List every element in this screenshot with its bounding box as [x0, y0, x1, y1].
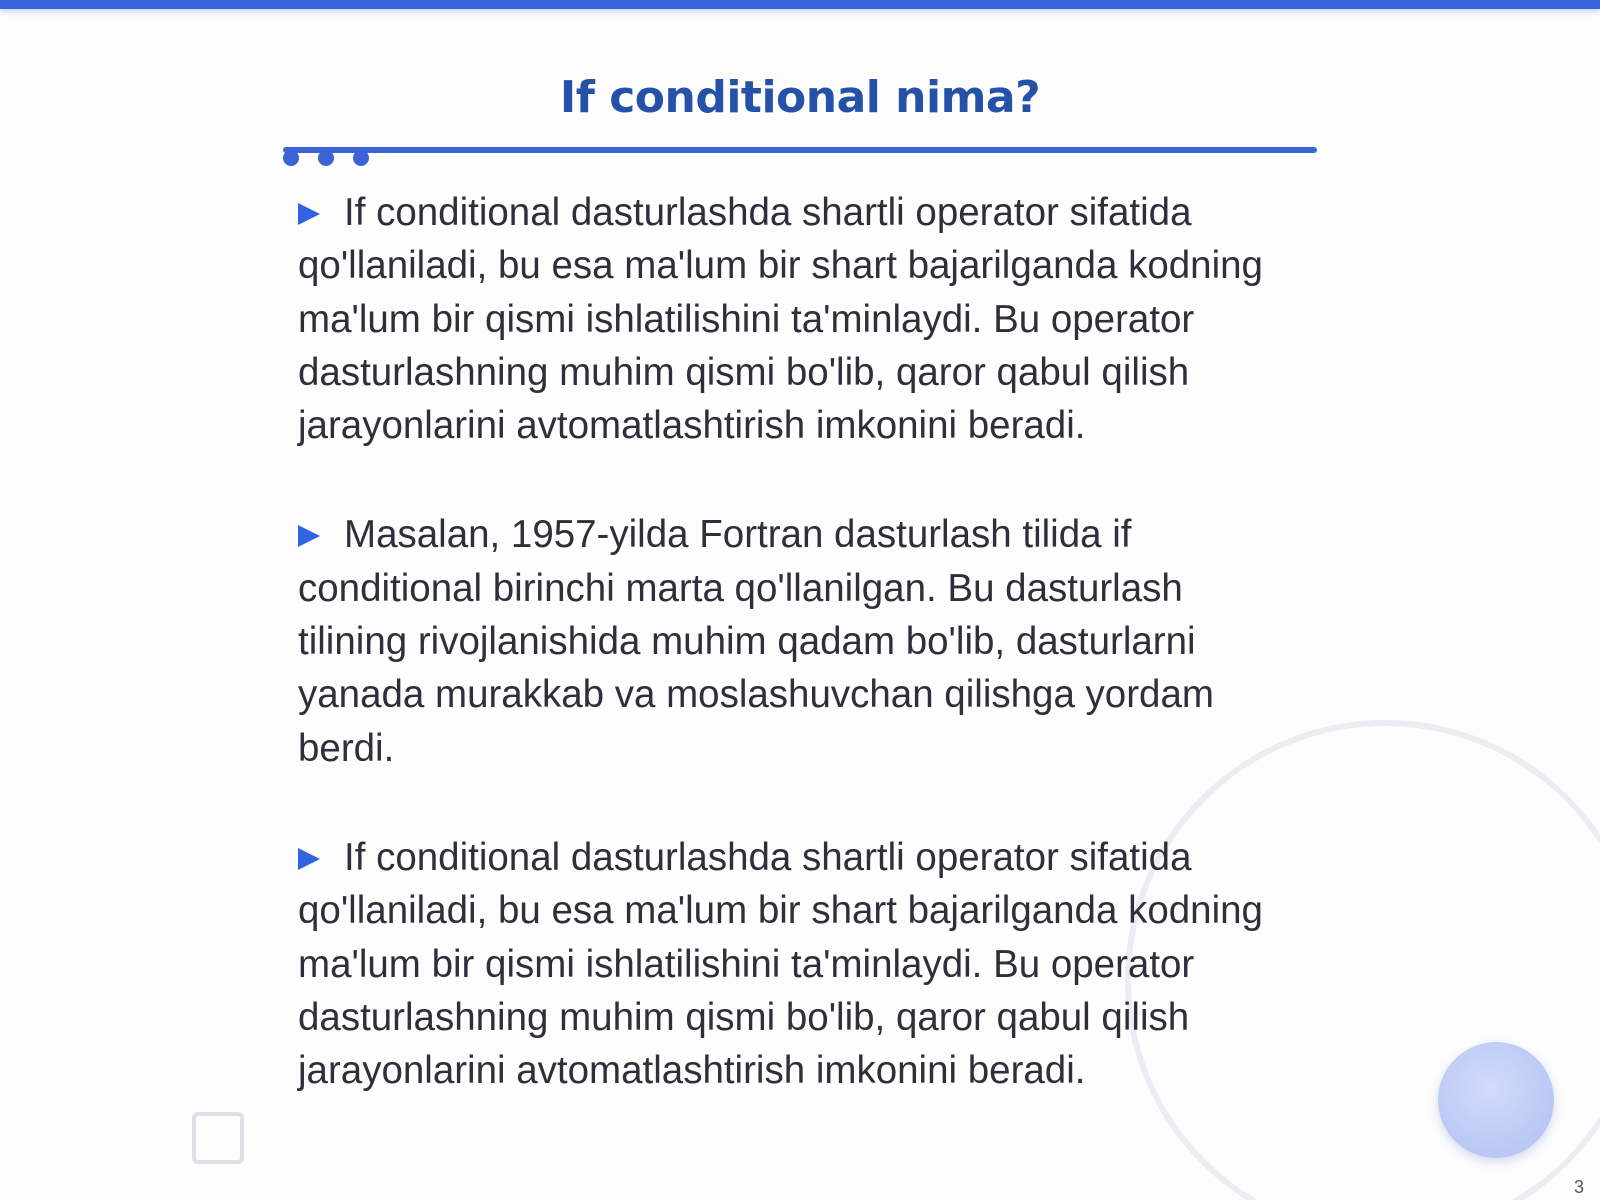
triangle-right-icon	[298, 203, 320, 225]
triangle-right-icon	[298, 525, 320, 547]
underline-dot-icon	[353, 150, 369, 166]
underline-dot-icon	[318, 150, 334, 166]
underline-dot-icon	[283, 150, 299, 166]
triangle-right-icon	[298, 848, 320, 870]
title-underline	[283, 147, 1317, 153]
bullet-paragraph	[298, 831, 1288, 1097]
paragraph-text: If conditional dasturlashda shartli operator sifatida qo'llaniladi, bu esa ma'lum bir shart bajarilganda kodning ma'lum bir qismi ishlatilishini ta'minlaydi. Bu operator dasturlashning muhim qismi bo'lib, qaror qabul qilish jarayonlarini avtomatlashtirish imkonini beradi.	[298, 191, 1263, 448]
decorative-square	[192, 1112, 244, 1164]
paragraph-text: Masalan, 1957-yilda Fortran dasturlash tilida if conditional birinchi marta qo'llanilgan. Bu dasturlash tilining rivojlanishida muhim qadam bo'lib, dasturlarni yanada murakkab va moslashuvchan qilishga yordam berdi.	[298, 513, 1214, 770]
slide-title: If conditional nima?	[559, 72, 1041, 123]
bullet-list	[298, 186, 1288, 1153]
paragraph-text: If conditional dasturlashda shartli operator sifatida qo'llaniladi, bu esa ma'lum bir shart bajarilganda kodning ma'lum bir qismi ishlatilishini ta'minlaydi. Bu operator dasturlashning muhim qismi bo'lib, qaror qabul qilish jarayonlarini avtomatlashtirish imkonini beradi.	[298, 835, 1263, 1093]
decorative-blue-circle	[1438, 1042, 1554, 1158]
bullet-paragraph	[298, 186, 1288, 452]
page-number: 3	[1573, 1177, 1584, 1197]
top-accent-bar	[0, 0, 1600, 9]
bullet-paragraph	[298, 508, 1288, 774]
